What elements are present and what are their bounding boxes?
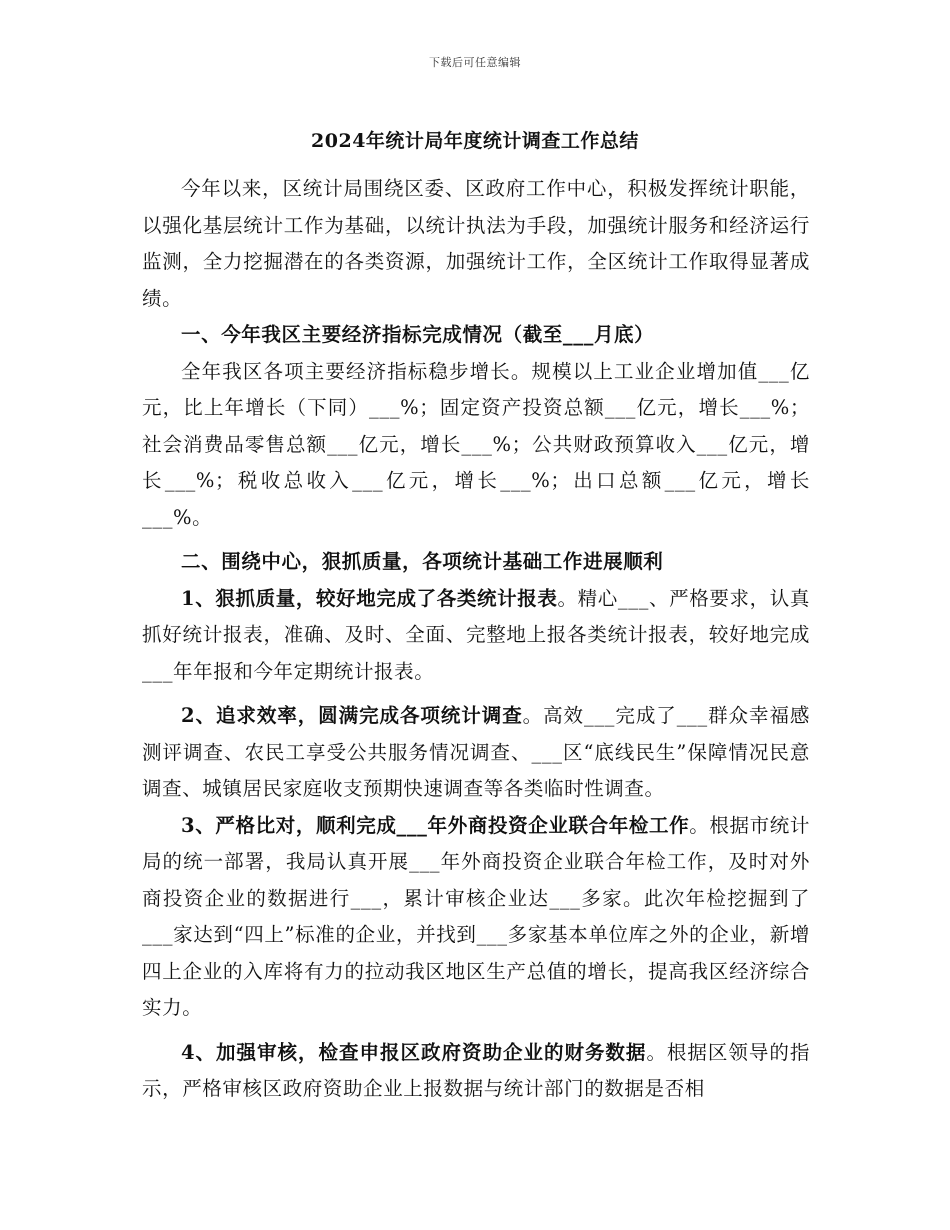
item-3-lead: 3、严格比对，顺利完成___年外商投资企业联合年检工作: [181, 813, 690, 837]
item-4-body: 。根据区领导的指示，严格审核区政府资助企业上报数据与统计部门的数据是否相: [142, 1040, 810, 1100]
section-2-heading: 二、围绕中心，狠抓质量，各项统计基础工作进展顺利: [181, 550, 664, 573]
item-4-paragraph: [142, 1035, 810, 1108]
item-1-paragraph: [142, 581, 810, 691]
intro-paragraph: 今年以来，区统计局围绕区委、区政府工作中心，积极发挥统计职能，以强化基层统计工作为基础，以统计执法为手段，加强统计服务和经济运行监测，全力挖掘潜在的各类资源，加强统计工作，全区统计工作取得显著成绩。: [142, 177, 810, 310]
page-header-note: 下载后可任意编辑: [429, 56, 521, 69]
section-1-heading: 一、今年我区主要经济指标完成情况（截至___月底）: [181, 323, 655, 346]
item-4-lead: 4、加强审核，检查申报区政府资助企业的财务数据: [181, 1040, 647, 1064]
item-2-lead: 2、追求效率，圆满完成各项统计调查: [181, 704, 523, 727]
document-body: [142, 171, 810, 1108]
item-3-body: 。根据市统计局的统一部署，我局认真开展___年外商投资企业联合年检工作，及时对外商投资企业的数据进行___，累计审核企业达___多家。此次年检挖掘到了___家达到“四上”标准的企业，并找到___多家基本单位库之外的企业，新增四上企业的入库将有力的拉动我区地区生产总值的增长，提高我区经济综合实力。: [142, 813, 810, 1019]
item-1-lead: 1、狠抓质量，较好地完成了各类统计报表: [181, 586, 558, 610]
item-1-body: 。精心___、严格要求，认真抓好统计报表，准确、及时、全面、完整地上报各类统计报表，较好地完成___年年报和今年定期统计报表。: [142, 586, 811, 683]
item-2-body: 。高效___完成了___群众幸福感测评调查、农民工享受公共服务情况调查、___区“底线民生”保障情况民意调查、城镇居民家庭收支预期快速调查等各类临时性调查。: [142, 704, 810, 800]
item-3-paragraph: [142, 808, 810, 1027]
document-title: 2024年统计局年度统计调查工作总结: [311, 130, 639, 152]
item-2-paragraph: [142, 698, 810, 808]
section-1-paragraph: 全年我区各项主要经济指标稳步增长。规模以上工业企业增加值___亿元，比上年增长（下同）___%；固定资产投资总额___亿元，增长___%；社会消费品零售总额___亿元，增长___%；公共财政预算收入___亿元，增长___%；税收总收入___亿元，增长___%；出口总额___亿元，增长___%。: [142, 359, 810, 529]
